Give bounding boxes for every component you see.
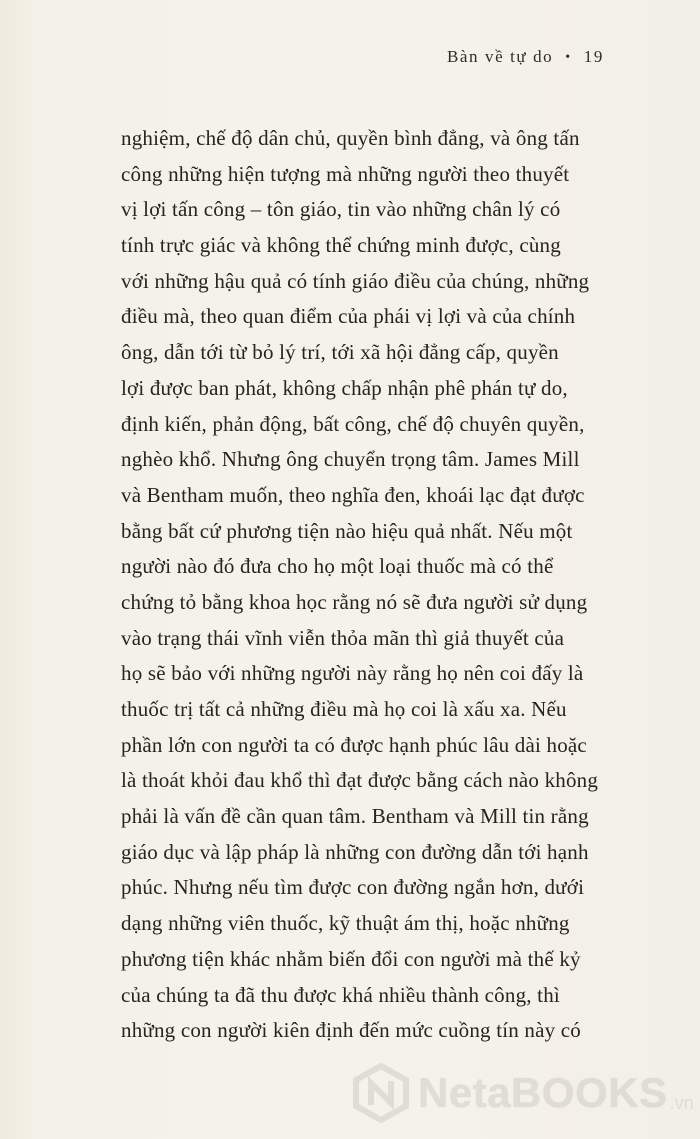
header-bullet: •	[565, 50, 572, 65]
text-line: ông, dẫn tới từ bỏ lý trí, tới xã hội đẳng cấp, quyền	[121, 340, 559, 365]
text-line: phần lớn con người ta có được hạnh phúc lâu dài hoặc	[121, 732, 587, 757]
text-line: chứng tỏ bằng khoa học rằng nó sẽ đưa người sử dụng	[121, 589, 588, 614]
text-line: phúc. Nhưng nếu tìm được con đường ngắn hơn, dưới	[121, 875, 585, 900]
body-text	[121, 121, 617, 1049]
running-header	[447, 47, 604, 67]
watermark	[352, 1058, 694, 1128]
netabooks-logo-icon	[352, 1063, 410, 1123]
page-number: 19	[583, 47, 604, 66]
text-line: người nào đó đưa cho họ một loại thuốc mà có thể	[121, 554, 554, 579]
text-line: những con người kiên định đến mức cuồng tín này có	[121, 1018, 582, 1043]
text-line: phương tiện khác nhằm biến đổi con người mà thế kỷ	[121, 946, 581, 971]
watermark-text: NetaBOOKS	[418, 1069, 668, 1116]
watermark-tld: .vn	[669, 1092, 694, 1113]
text-line: bằng bất cứ phương tiện nào hiệu quả nhất. Nếu một	[121, 518, 573, 543]
text-line: thuốc trị tất cả những điều mà họ coi là xấu xa. Nếu	[121, 697, 567, 721]
text-line: của chúng ta đã thu được khá nhiều thành công, thì	[121, 982, 560, 1007]
text-line: là thoát khỏi đau khổ thì đạt được bằng cách nào không	[121, 768, 599, 793]
text-line: với những hậu quả có tính giáo điều của chúng, những	[121, 268, 590, 293]
text-line: dạng những viên thuốc, kỹ thuật ám thị, hoặc những	[121, 911, 570, 936]
text-line: lợi được ban phát, không chấp nhận phê phán tự do,	[121, 375, 568, 400]
text-line: vị lợi tấn công – tôn giáo, tin vào những chân lý có	[121, 197, 561, 222]
text-line: định kiến, phản động, bất công, chế độ chuyên quyền,	[121, 411, 585, 436]
text-line: công những hiện tượng mà những người theo thuyết	[121, 161, 570, 186]
text-line: tính trực giác và không thể chứng minh được, cùng	[121, 233, 561, 258]
text-line: nghèo khổ. Nhưng ông chuyển trọng tâm. James Mill	[121, 447, 580, 472]
text-line: phải là vấn đề cần quan tâm. Bentham và Mill tin rằng	[121, 804, 589, 829]
text-line: họ sẽ bảo với những người này rằng họ nên coi đấy là	[121, 661, 584, 686]
text-line: vào trạng thái vĩnh viễn thỏa mãn thì giả thuyết của	[121, 625, 565, 650]
text-line: nghiệm, chế độ dân chủ, quyền bình đẳng, và ông tấn	[121, 126, 580, 150]
text-line: điều mà, theo quan điểm của phái vị lợi và của chính	[121, 304, 576, 329]
text-line: giáo dục và lập pháp là những con đường dẫn tới hạnh	[121, 839, 589, 864]
chapter-title: Bàn về tự do	[446, 47, 554, 66]
text-line: và Bentham muốn, theo nghĩa đen, khoái lạc đạt được	[121, 482, 585, 507]
